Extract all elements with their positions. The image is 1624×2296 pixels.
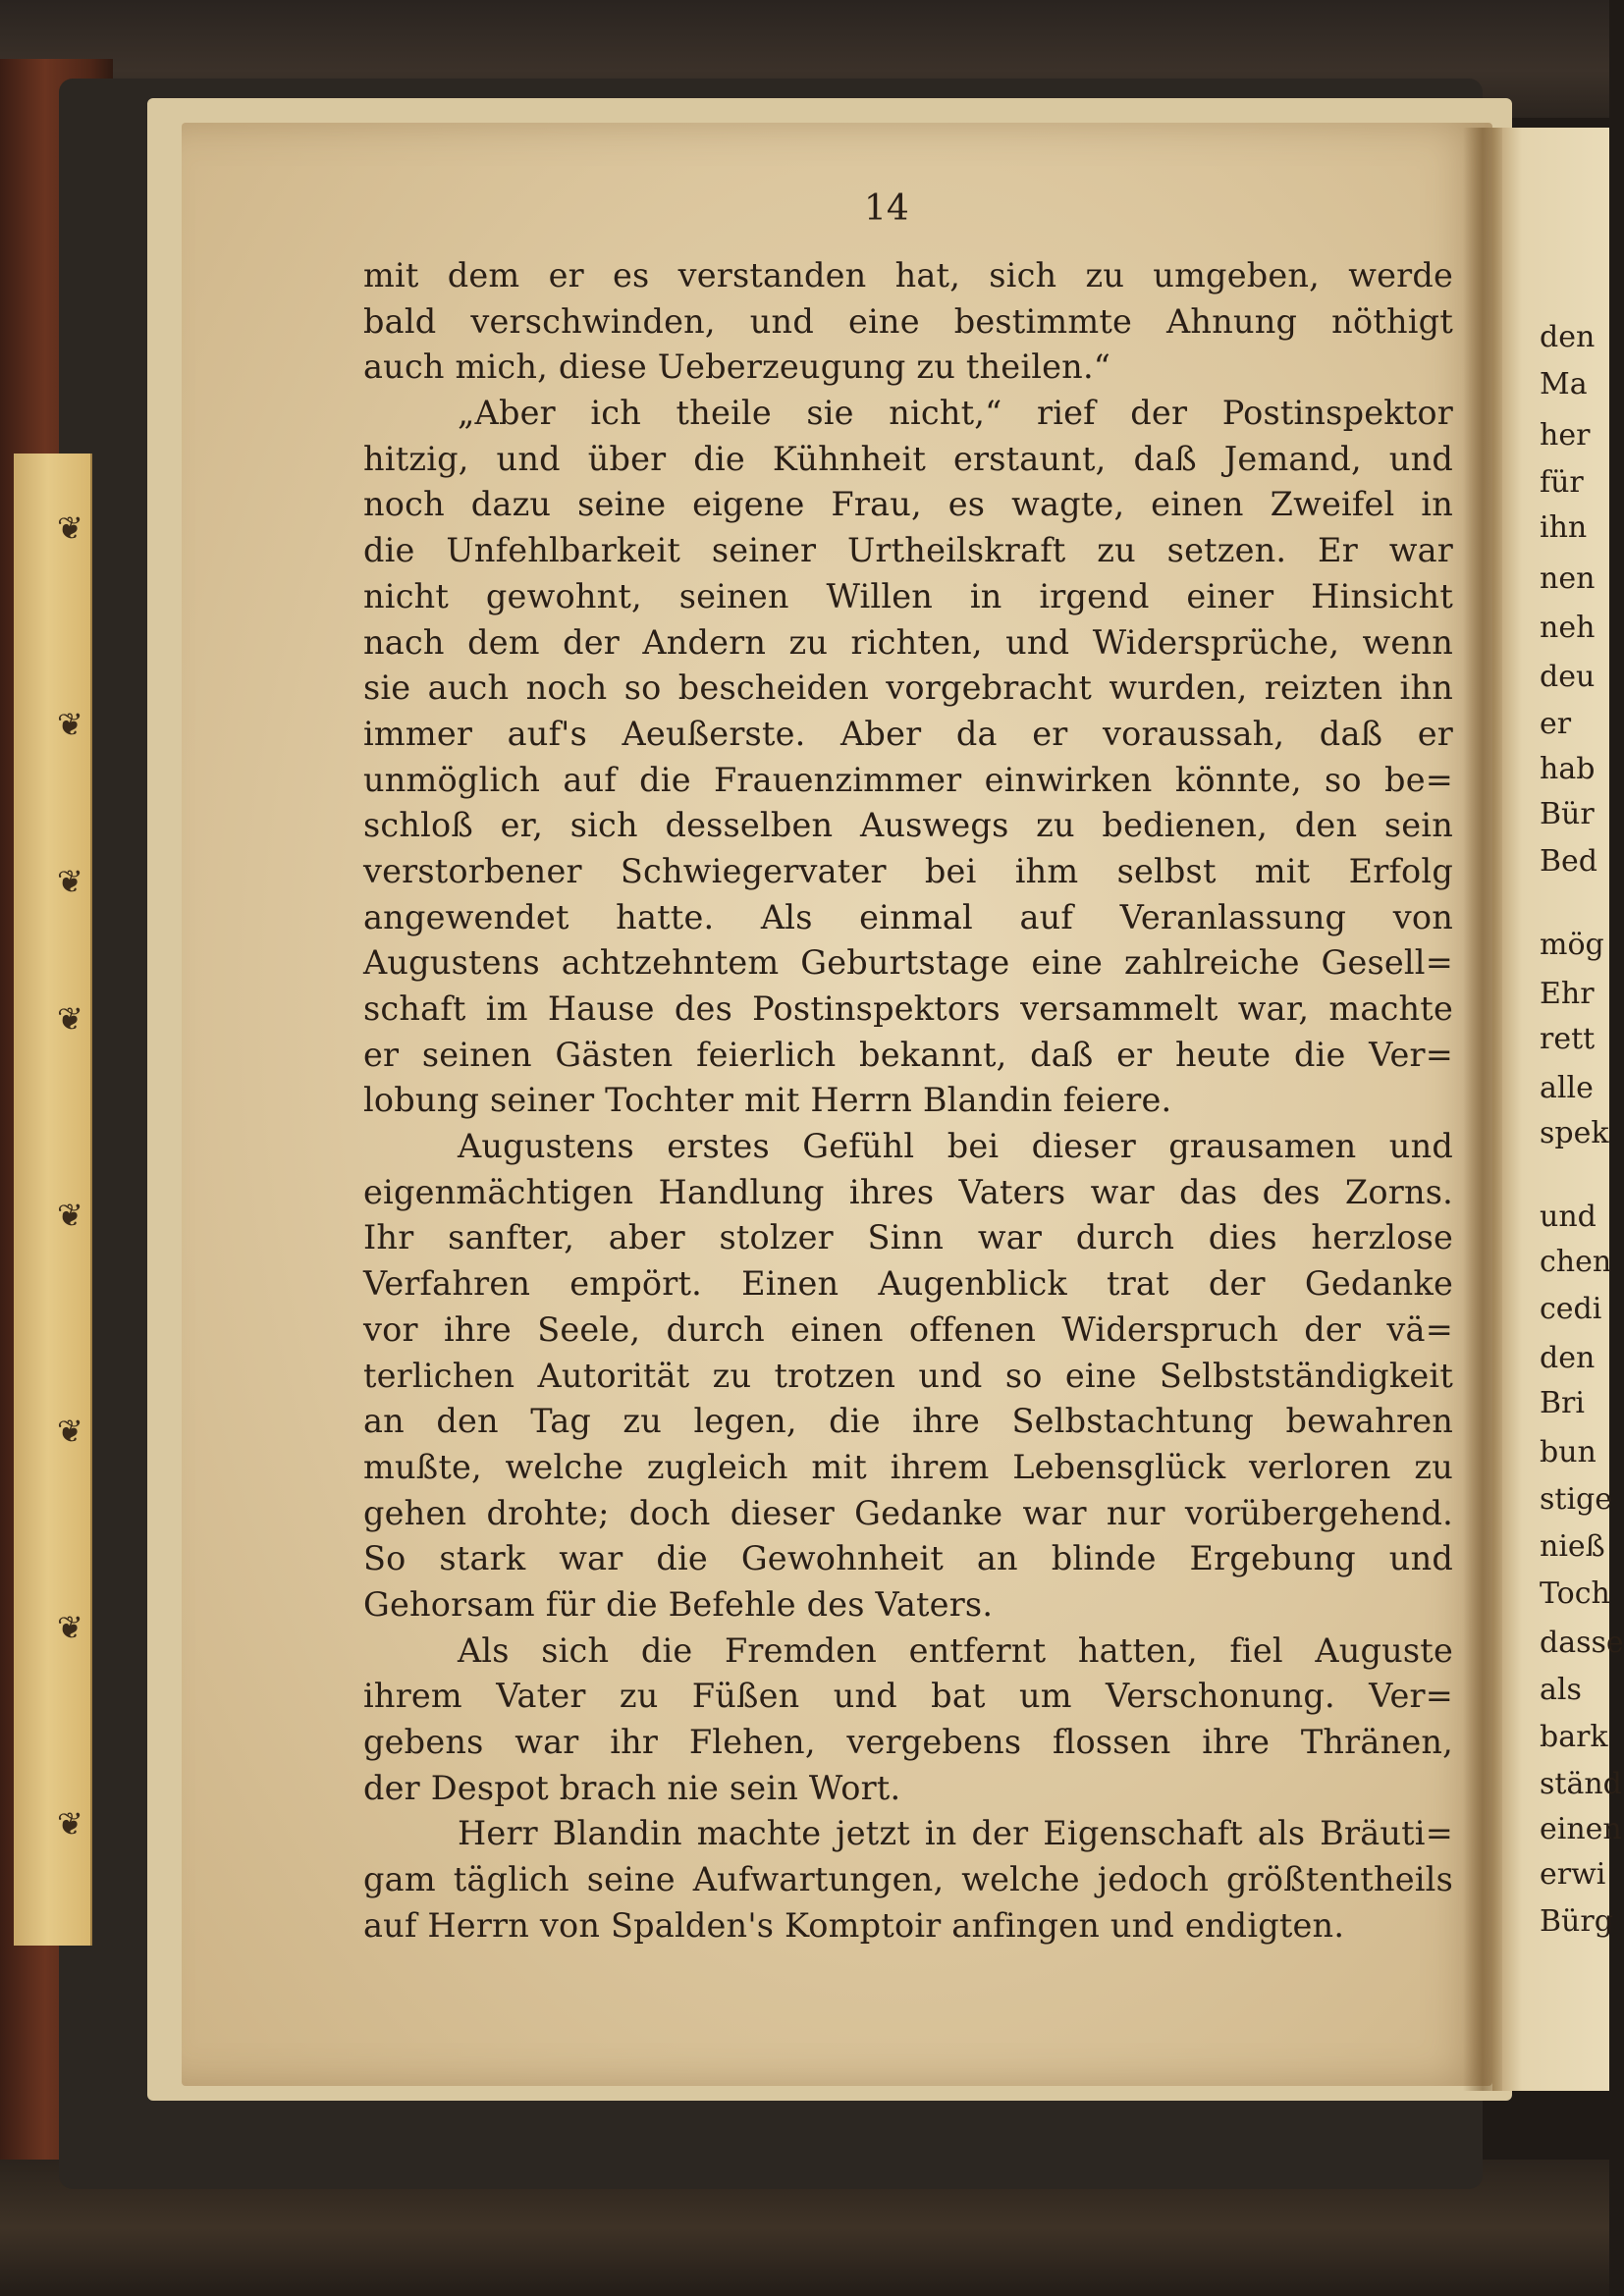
text-line: terlichen Autorität zu trotzen und so eine Selbstständigkeit bbox=[363, 1356, 1453, 1395]
text-line: So stark war die Gewohnheit an blinde Ergebung und bbox=[363, 1539, 1453, 1578]
text-line: Ihr sanfter, aber stolzer Sinn war durch dies herzlose bbox=[363, 1218, 1453, 1257]
facing-page-fragment: nen bbox=[1540, 561, 1596, 596]
text-line: ihrem Vater zu Füßen und bat um Verschonung. Ver= bbox=[363, 1677, 1453, 1716]
facing-page-fragment: Bed bbox=[1540, 844, 1598, 879]
facing-page-fragment: für bbox=[1540, 465, 1584, 500]
facing-page-fragment: bark bbox=[1540, 1720, 1608, 1754]
facing-page-fragment: den bbox=[1540, 1341, 1596, 1375]
text-line: Augustens erstes Gefühl bei dieser grausamen und bbox=[458, 1127, 1453, 1166]
text-line: nach dem der Andern zu richten, und Widersprüche, wenn bbox=[363, 622, 1453, 662]
facing-page-fragment: bun bbox=[1540, 1435, 1597, 1469]
text-line: schaft im Hause des Postinspektors versammelt war, machte bbox=[363, 989, 1453, 1028]
text-line: schloß er, sich desselben Auswegs zu bedienen, den sein bbox=[363, 806, 1453, 845]
facing-page-fragment: spek bbox=[1540, 1116, 1609, 1150]
text-line: der Despot brach nie sein Wort. bbox=[363, 1768, 901, 1807]
facing-page-fragment: Bürg bbox=[1540, 1904, 1613, 1939]
facing-page-fragment: Bri bbox=[1540, 1386, 1585, 1420]
facing-page-fragment: cedi bbox=[1540, 1292, 1602, 1326]
text-line: auch mich, diese Ueberzeugung zu theilen.“ bbox=[363, 347, 1111, 387]
facing-page-fragment: stige bbox=[1540, 1482, 1613, 1517]
facing-page-fragment: erwi bbox=[1540, 1857, 1606, 1892]
bookmark-ornament-icon: ❦ bbox=[57, 1197, 83, 1234]
facing-page-fragment: er bbox=[1540, 707, 1572, 741]
text-line: angewendet hatte. Als einmal auf Veranlassung von bbox=[363, 897, 1453, 936]
facing-page-fragment: Toch bbox=[1540, 1576, 1610, 1611]
bookmark-ornament-icon: ❦ bbox=[57, 1609, 83, 1646]
text-line: an den Tag zu legen, die ihre Selbstachtung bewahren bbox=[363, 1402, 1453, 1441]
facing-page-fragment: ihn bbox=[1540, 510, 1588, 545]
facing-page-fragment: einen bbox=[1540, 1812, 1622, 1846]
text-line: noch dazu seine eigene Frau, es wagte, einen Zweifel in bbox=[363, 485, 1453, 524]
text-line: Augustens achtzehntem Geburtstage eine zahlreiche Gesell= bbox=[363, 943, 1453, 983]
facing-page-fragment: chen bbox=[1540, 1245, 1612, 1279]
text-line: auf Herrn von Spalden's Komptoir anfingen und endigten. bbox=[363, 1905, 1345, 1945]
text-line: mußte, welche zugleich mit ihrem Lebensglück verloren zu bbox=[363, 1447, 1453, 1486]
text-line: bald verschwinden, und eine bestimmte Ahnung nöthigt bbox=[363, 301, 1453, 341]
bookmark-ornament-icon: ❦ bbox=[57, 1805, 83, 1842]
facing-page-fragment: und bbox=[1540, 1200, 1597, 1234]
text-line: gehen drohte; doch dieser Gedanke war nur vorübergehend. bbox=[363, 1493, 1453, 1532]
facing-page-fragment: nieß bbox=[1540, 1529, 1605, 1564]
text-line: nicht gewohnt, seinen Willen in irgend einer Hinsicht bbox=[363, 576, 1453, 615]
text-line: die Unfehlbarkeit seiner Urtheilskraft zu setzen. Er war bbox=[363, 531, 1453, 570]
bookmark-ribbon bbox=[14, 454, 92, 1946]
text-line: gam täglich seine Aufwartungen, welche jedoch größtentheils bbox=[363, 1860, 1453, 1899]
facing-page-fragment: neh bbox=[1540, 611, 1596, 645]
text-line: „Aber ich theile sie nicht,“ rief der Postinspektor bbox=[458, 394, 1453, 433]
text-line: unmöglich auf die Frauenzimmer einwirken könnte, so be= bbox=[363, 760, 1453, 799]
page-gutter bbox=[1463, 128, 1502, 2091]
facing-page-fragment: den bbox=[1540, 320, 1596, 354]
facing-page-fragment: hab bbox=[1540, 752, 1596, 786]
text-line: mit dem er es verstanden hat, sich zu umgeben, werde bbox=[363, 256, 1453, 294]
text-line: lobung seiner Tochter mit Herrn Blandin feiere. bbox=[363, 1081, 1172, 1120]
facing-page-fragment: her bbox=[1540, 418, 1591, 453]
page-number: 14 bbox=[864, 188, 909, 229]
text-line: verstorbener Schwiegervater bei ihm selbst mit Erfolg bbox=[363, 851, 1453, 890]
text-line: sie auch noch so bescheiden vorgebracht wurden, reizten ihn bbox=[363, 668, 1453, 708]
facing-page-fragment: Ehr bbox=[1540, 977, 1595, 1011]
text-line: hitzig, und über die Kühnheit erstaunt, daß Jemand, und bbox=[363, 439, 1453, 478]
bookmark-ornament-icon: ❦ bbox=[57, 1413, 83, 1450]
text-line: gebens war ihr Flehen, vergebens flossen ihre Thränen, bbox=[363, 1723, 1453, 1761]
facing-page-fragment: deu bbox=[1540, 660, 1596, 694]
text-line: immer auf's Aeußerste. Aber da er voraussah, daß er bbox=[363, 714, 1453, 753]
page-body-text bbox=[363, 253, 1453, 1949]
facing-page-fragment: als bbox=[1540, 1673, 1582, 1707]
facing-page-fragment: dasse bbox=[1540, 1626, 1624, 1660]
text-line: vor ihre Seele, durch einen offenen Widerspruch der vä= bbox=[363, 1309, 1453, 1349]
text-line: Als sich die Fremden entfernt hatten, fiel Auguste bbox=[458, 1630, 1453, 1670]
text-line: eigenmächtigen Handlung ihres Vaters war das des Zorns. bbox=[363, 1172, 1453, 1211]
facing-page-fragment: Ma bbox=[1540, 367, 1588, 401]
text-line: Gehorsam für die Befehle des Vaters. bbox=[363, 1584, 994, 1624]
bookmark-ornament-icon: ❦ bbox=[57, 706, 83, 743]
bookmark-ornament-icon: ❦ bbox=[57, 509, 83, 547]
text-line: er seinen Gästen feierlich bekannt, daß er heute die Ver= bbox=[363, 1035, 1453, 1074]
facing-page-fragment: Bür bbox=[1540, 797, 1595, 831]
facing-page-fragment: ständ bbox=[1540, 1767, 1622, 1801]
facing-page-fragment: mög bbox=[1540, 928, 1604, 962]
facing-page-fragment: alle bbox=[1540, 1071, 1594, 1105]
text-line: Herr Blandin machte jetzt in der Eigenschaft als Bräuti= bbox=[458, 1814, 1453, 1853]
text-line: Verfahren empört. Einen Augenblick trat der Gedanke bbox=[363, 1264, 1453, 1304]
bookmark-ornament-icon: ❦ bbox=[57, 863, 83, 900]
bookmark-ornament-icon: ❦ bbox=[57, 1000, 83, 1038]
facing-page-fragment: rett bbox=[1540, 1022, 1596, 1056]
